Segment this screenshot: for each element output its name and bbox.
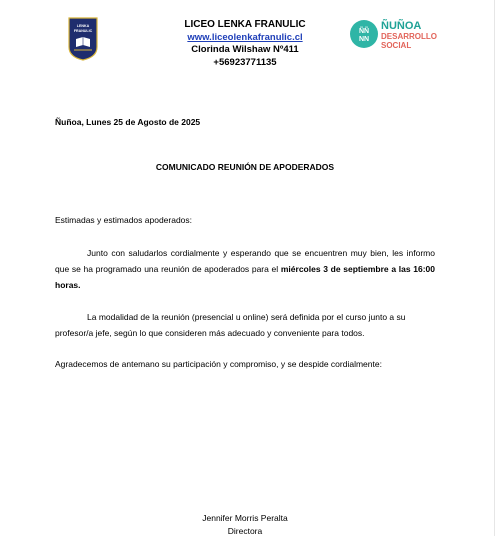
- crest-text-bottom: FRANULIC: [74, 29, 93, 33]
- letter-date: Ñuñoa, Lunes 25 de Agosto de 2025: [55, 117, 200, 127]
- paragraph-meeting: [55, 245, 435, 293]
- school-address: Clorinda Wilshaw Nº411: [150, 44, 340, 57]
- partner-line-3: SOCIAL: [381, 41, 437, 50]
- school-crest-logo: [68, 17, 98, 61]
- paragraph-modality: [55, 309, 435, 341]
- paragraph-meeting-text: Junto con saludarlos cordialmente y esperando que se encuentren muy bien, les informo que se ha programado una reunión de apoderados para el: [55, 248, 435, 274]
- school-phone: +56923771135: [150, 57, 340, 70]
- nunoa-badge-icon: [350, 20, 378, 48]
- school-name: LICEO LENKA FRANULIC: [150, 19, 340, 32]
- crest-text-top: LENKA: [77, 24, 90, 28]
- nunoa-desarrollo-social-logo: [350, 20, 440, 50]
- school-header: [150, 19, 340, 69]
- meeting-date-time: miércoles 3 de septiembre a las 16:00 horas.: [55, 264, 435, 290]
- letter-title: COMUNICADO REUNIÓN DE APODERADOS: [55, 162, 435, 172]
- partner-line-1: ÑUÑOA: [381, 21, 437, 32]
- signer-name: Jennifer Morris Peralta: [150, 512, 340, 525]
- school-website-link[interactable]: www.liceolenkafranulic.cl: [150, 32, 340, 45]
- paragraph-closing: Agradecemos de antemano su participación y compromiso, y se despide cordialmente:: [55, 356, 435, 372]
- partner-line-2: DESARROLLO: [381, 32, 437, 41]
- paragraph-modality-text: La modalidad de la reunión (presencial u online) será definida por el curso junto a su profesor/a jefe, según lo que consideren más adecuado y conveniente para todos.: [55, 312, 405, 338]
- svg-text:NN: NN: [359, 36, 369, 43]
- svg-text:ÑÑ: ÑÑ: [359, 26, 369, 35]
- signature-block: [150, 512, 340, 537]
- signer-role: Directora: [150, 525, 340, 537]
- salutation: Estimadas y estimados apoderados:: [55, 212, 435, 228]
